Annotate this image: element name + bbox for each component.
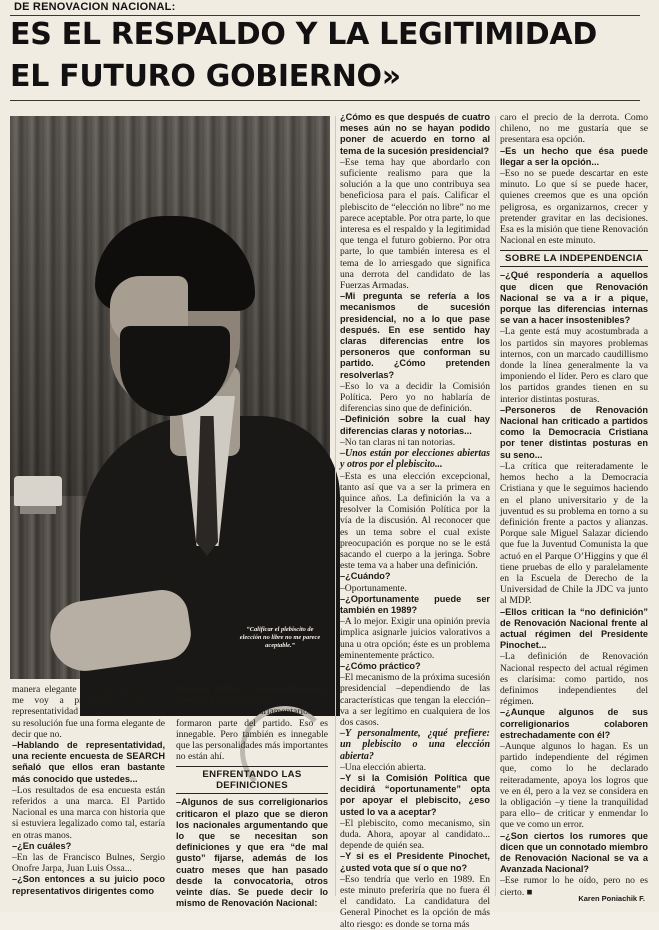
portrait-photo: [10, 116, 330, 679]
article-paragraph: –Ese rumor lo he oído, pero no es cierto. ■: [500, 875, 648, 898]
article-paragraph: –Eso lo va a decidir la Comisión Política. Pero yo no hablaría de diferencias sino que de definición.: [340, 380, 490, 415]
article-paragraph: –Oportunamente.: [340, 582, 407, 594]
article-paragraph: –La definición de Renovación Nacional respecto del actual régimen es clarísima: como partido, nos definimos independientes del régimen.: [500, 651, 648, 708]
interview-question: –¿Cómo práctico?: [340, 660, 421, 671]
interview-question: –Y si la Comisión Política que decidirá “oportunamente” opta por apoyar el plebiscito, ¿eso usted lo va a aceptar?: [340, 772, 490, 817]
article-paragraph: –El mecanismo de la próxima sucesión presidencial –dependiendo de las características que tengan la elección– va a ser legítimo en cualquiera de los dos casos.: [340, 672, 490, 728]
article-paragraph: –Ese tema hay que abordarlo con suficiente realismo para que la solución a la que uno contribuya sea beneficiosa para el país. Calificar el plebiscito de “elección no libre” no me parece aceptable. Por otra parte, lo que interesa es el respaldo y la legitimidad que tenga el futuro gobierno. Por otra parte, lo que también interesa es el tema de lo arriesgado que significa una derrota del candidato de las Fuerzas Armadas.: [340, 156, 490, 292]
photo-credit: Karen Poniachik F.: [578, 894, 645, 903]
interview-question: –¿Cuándo?: [340, 571, 391, 582]
top-rule: [10, 15, 640, 16]
section-heading: SOBRE LA INDEPENDENCIA: [500, 250, 648, 267]
column-3: [340, 112, 490, 930]
article-paragraph: –No tan claras ni tan notorias.: [340, 436, 456, 448]
interview-question: –Y personalmente, ¿qué prefiere: un plebiscito o una elección abierta?: [340, 728, 490, 762]
interview-question: –Y si es el Presidente Pinochet, ¿usted vota que sí o que no?: [340, 851, 490, 873]
article-paragraph: –En las de Francisco Bulnes, Sergio Onofre Jarpa, Juan Luis Ossa...: [12, 852, 165, 875]
article-paragraph: –La crítica que reiteradamente le hemos hecho a la Democracia Cristiana y que le seguimos haciendo en el plano universitario y de la juventud es su problema en torno a su definición frente a pactos y alianzas. Porque sale Miguel Salazar diciendo que fue la Juventud Comunista la que actuó en el Parque O’Higgins y que él tiene pruebas de ello y paralelamente en la Escuela de Derecho de la Universidad de Chile la JDC va junto al MDP.: [500, 460, 648, 607]
interview-question: –¿Son ciertos los rumores que dicen que un connotado miembro de Renovación Nacional se va a Avanzada Nacional?: [500, 830, 648, 875]
interview-question: –Mi pregunta se refería a los mecanismos de sucesión presidencial, no a lo que pase después. En ese sentido hay claras diferencias entre los personeros que conforman su partido. ¿Cómo pretenden resolverlas?: [340, 291, 490, 380]
interview-question: –Hablando de representatividad, una reciente encuesta de SEARCH señaló que ellos eran bastante más conocido que ustedes...: [12, 740, 165, 784]
article-paragraph: –El plebiscito, como mecanismo, sin duda. Ahora, apoyar al candidato... depende de quién sea.: [340, 817, 490, 852]
kicker: DE RENOVACION NACIONAL:: [14, 1, 176, 13]
headline-line-2: EL FUTURO GOBIERNO»: [10, 59, 401, 94]
interview-question: –¿En cuáles?: [12, 840, 72, 851]
article-paragraph: –A lo mejor. Exigir una opinión previa implica asignarle juicios valorativos a una u otra opción; éste es un problema eminentemente práctico.: [340, 616, 490, 661]
interview-question: –Definición sobre la cual hay diferencias claras y notorias...: [340, 414, 490, 436]
photo-lamp-base: [20, 506, 56, 514]
interview-question: –Es un hecho que ésa puede llegar a ser la opción...: [500, 145, 648, 167]
article-paragraph: –Una elección abierta.: [340, 761, 427, 773]
article-paragraph: –Los resultados de esa encuesta están referidos a una marca. El Partido Nacional es una marca con historia que si estuviera legalizado como tal, estaría en otras manos.: [12, 784, 165, 841]
interview-question: –Ellos critican la “no definición” de Renovación Nacional frente al actual régimen del Presidente Pinochet...: [500, 606, 648, 651]
column-2: [176, 684, 328, 909]
header-rule: [10, 100, 640, 101]
column-divider: [495, 116, 496, 896]
article-paragraph: –La gente está muy acostumbrada a los partidos sin mayores problemas internos, con un marcado caudillismo donde la línea generalmente la va imponiendo el líder. Pero es claro que los partidos grandes tienen en su interior distintas posturas.: [500, 326, 648, 405]
article-paragraph: –Aunque algunos lo hagan. Es un partido independiente del régimen que, como lo he declarado reiteradamente, apoya los logros que ve en él, pero a la vez se considera en la obligación –y tiene la tranquilidad para ello– de criticar y enmendar lo que ve como un error.: [500, 740, 648, 831]
article-paragraph: manera elegante de decir que no. No me voy a pronunciar sobre la representatividad de esa asamblea, pero su resolución fue una forma elegante de decir que no.: [12, 684, 165, 740]
interview-question: ¿Cómo es que después de cuatro meses aún no se hayan podido poner de acuerdo en torno al tema de la sucesión presidencial?: [340, 112, 490, 156]
interview-question: –Personeros de Renovación Nacional han criticado a partidos como la Democracia Cristiana por tener distintas posturas en su seno...: [500, 404, 648, 460]
interview-question: –¿Oportunamente puede ser también en 1989?: [340, 593, 490, 615]
article-paragraph: –Eso tendría que verlo en 1989. En este minuto preferiría que no fuera él el candidato. La candidatura del General Pinochet es la opción de más alto riesgo: es donde se torna más: [340, 873, 490, 930]
column-1: [12, 684, 165, 904]
section-heading: ENFRENTANDO LAS DEFINICIONES: [176, 766, 328, 794]
interview-question: –Unos están por elecciones abiertas y otros por el plebiscito...: [340, 448, 490, 471]
column-4: [500, 112, 648, 898]
interview-question: –¿Son entonces a su juicio poco representativos dirigentes como: [12, 874, 165, 896]
article-paragraph: caro el precio de la derrota. Como chileno, no me gustaría que se presentara esa opción.: [500, 112, 648, 146]
interview-question: –Algunos de sus correligionarios criticaron el plazo que se dieron los nacionales argumentando que lo que se necesitan son definiciones y que era “de mal gusto” fijarse, además de los cuatro meses que han pasado desde la convocatoria, otros veinte días. Se puede decir lo mismo de Renovación Nacional:: [176, 797, 328, 909]
photo-caption: “Calificar el plebiscito de elección no libre no me parece aceptable.”: [239, 626, 321, 649]
article-paragraph: –Eso no se puede descartar en este minuto. Lo que sí se puede hacer, quienes creemos que es una opción peligrosa, es organizarnos, crecer y pretender gravitar en las decisiones. Esa es la misión que tiene Renovación Nacional en este minuto.: [500, 168, 648, 247]
interview-question: –¿Aunque algunos de sus correligionarios colaboren estrechadamente con él?: [500, 707, 648, 740]
headline-line-1: ES EL RESPALDO Y LA LEGITIMIDAD: [10, 17, 597, 52]
interview-question: Patricio Phillips, Germán Riesco y Fernando Ochagavía?: [176, 684, 328, 706]
article-paragraph: –Esta es una elección excepcional, tanto así que va a ser la primera en quince años. La definición la va a resolver la Comisión Política por la vía de la discusión. Al reconocer que es un tema sobre el cual existe preocupación es porque no se le está sacando el cuerpo a la jeringa. Sobre este tema va a haber una definición.: [340, 470, 490, 572]
interview-question: –¿Qué respondería a aquellos que dicen que Renovación Nacional se va a ir a pique, porque las diferencias internas se van a hacer insostenibles?: [500, 270, 648, 326]
article-paragraph: –Todos ellos son ex parlamentarios que formaron parte del partido. Eso es innegable. Pero también es innegable que las personalidades más importantes no están ahí.: [176, 706, 328, 763]
photo-lamp: [14, 476, 62, 506]
column-divider: [335, 116, 336, 896]
